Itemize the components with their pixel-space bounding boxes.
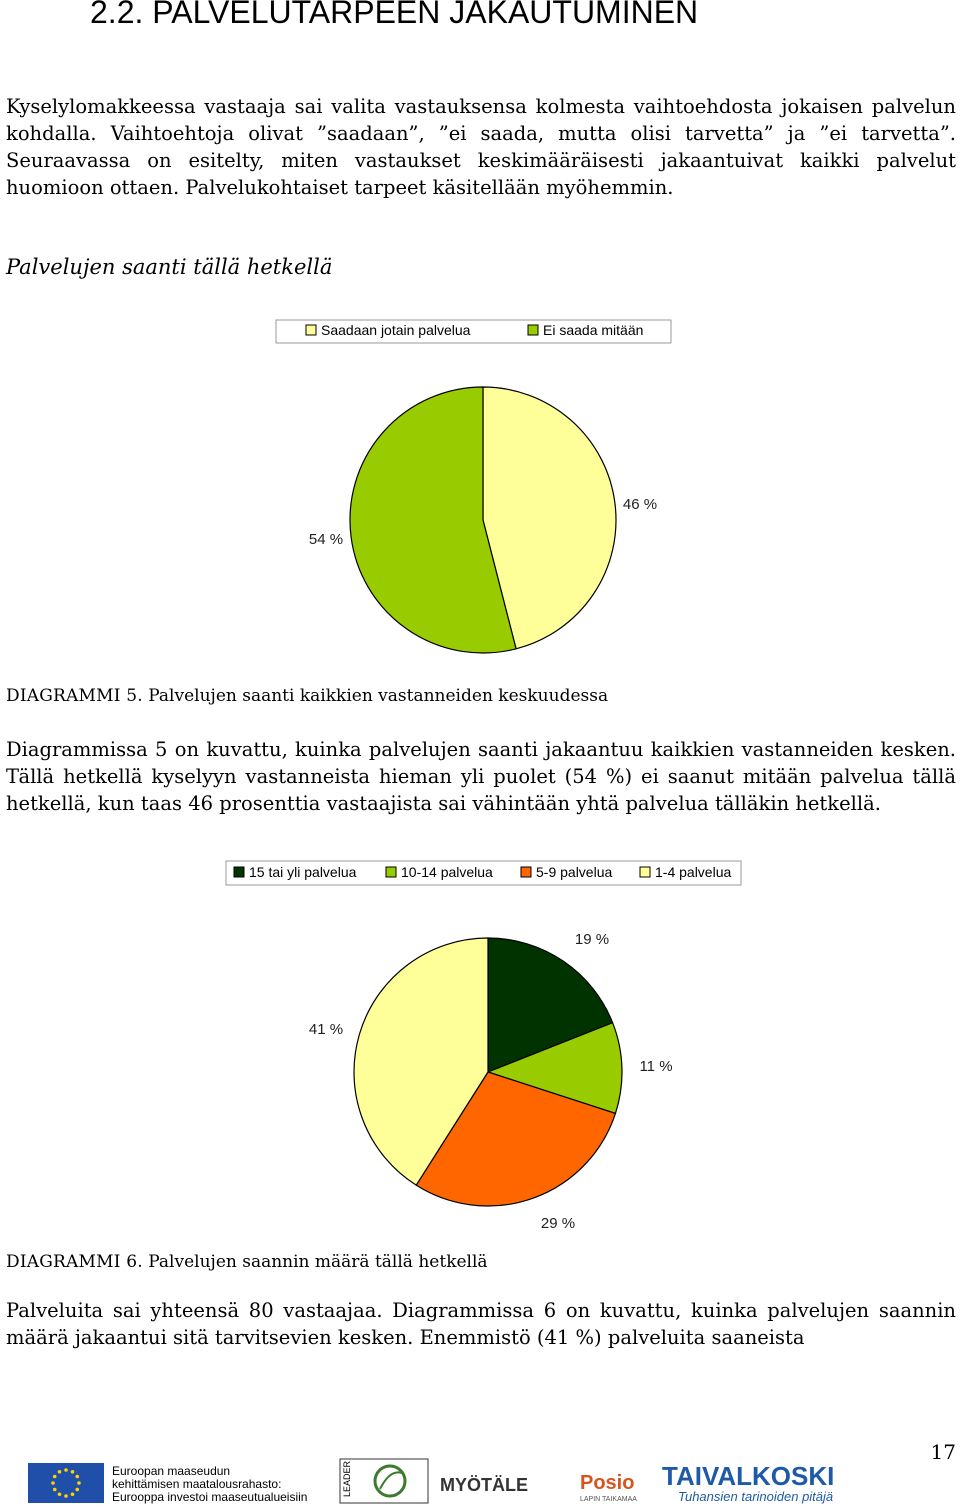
star-icon: [51, 1481, 55, 1485]
caption-diagram-6: [6, 1251, 488, 1273]
star-icon: [53, 1475, 57, 1479]
eu-text-2: kehittämisen maatalousrahasto:: [112, 1477, 282, 1491]
star-icon: [71, 1492, 75, 1496]
pie-chart-1: [0, 310, 960, 670]
leader-text: LEADER: [342, 1460, 352, 1497]
slice-value-label: 29 %: [540, 1215, 576, 1232]
taivalkoski-text: TAIVALKOSKI: [662, 1461, 835, 1491]
slice-value-label: 11 %: [639, 1058, 673, 1075]
star-icon: [64, 1468, 68, 1472]
slice-value-label: 41 %: [308, 1021, 344, 1038]
posio-text: Posio: [580, 1472, 635, 1494]
intro-paragraph: [6, 93, 956, 201]
star-icon: [77, 1481, 81, 1485]
star-icon: [75, 1488, 79, 1492]
legend-label: 5-9 palvelua: [536, 864, 613, 880]
caption-diagram-5: [6, 685, 608, 707]
posio-subtext: LAPIN TAIKAMAA: [580, 1496, 637, 1503]
leader-logo: [340, 1459, 428, 1503]
posio-logo: [574, 1461, 650, 1503]
star-icon: [64, 1494, 68, 1498]
section-title: 2.2. PALVELUTARPEEN JAKAUTUMINEN: [90, 0, 699, 30]
eu-text-1: Euroopan maaseudun: [112, 1464, 231, 1478]
intro-text: Kyselylomakkeessa vastaaja sai valita vastauksensa kolmesta vaihtoehdosta jokaisen palvelun kohdalla. Vaihtoehtoja olivat ”saadaan”, ”ei saada, mutta olisi tarvetta” ja ”ei tarvetta”. Seuraavassa on esitelty, miten vastaukset keskimääräisesti jakaantuivat kaikki palvelut huomioon ottaen. Palvelukohtaiset tarpeet käsitellään myöhemmin.: [6, 95, 956, 199]
paragraph-3: [6, 1297, 956, 1351]
legend-label: Ei saada mitään: [543, 322, 644, 338]
slice-value-label: 46 %: [622, 496, 658, 513]
legend-swatch: [306, 325, 316, 335]
chart-subheading: Palvelujen saanti tällä hetkellä: [6, 255, 333, 279]
star-icon: [53, 1488, 57, 1492]
caption-text: Palvelujen saanti kaikkien vastanneiden keskuudessa: [148, 686, 609, 706]
footer-logos: [28, 1455, 928, 1505]
paragraph-2: [6, 736, 956, 817]
legend-label: 15 tai yli palvelua: [249, 864, 357, 880]
legend-label: 10-14 palvelua: [401, 864, 493, 880]
legend-label: 1-4 palvelua: [655, 864, 732, 880]
eu-flag-icon: [28, 1463, 104, 1503]
pie-chart-2: [0, 850, 960, 1240]
paragraph-2-text: Diagrammissa 5 on kuvattu, kuinka palvelujen saanti jakaantuu kaikkien vastanneiden kesken. Tällä hetkellä kyselyyn vastanneista hieman yli puolet (54 %) ei saanut mitään palvelua tällä hetkellä, kun taas 46 prosenttia vastaajista sai vähintään yhtä palvelua tälläkin hetkellä.: [6, 738, 956, 815]
legend-swatch: [521, 867, 531, 877]
star-icon: [71, 1470, 75, 1474]
page-number: 17: [930, 1440, 956, 1464]
star-icon: [58, 1470, 62, 1474]
legend-swatch: [386, 867, 396, 877]
legend-swatch: [640, 867, 650, 877]
eu-text-3: Eurooppa investoi maaseutualueisiin: [112, 1490, 308, 1504]
paragraph-3-text: Palveluita sai yhteensä 80 vastaajaa. Diagrammissa 6 on kuvattu, kuinka palvelujen saannin määrä jakaantui sitä tarvitsevien kesken. Enemmistö (41 %) palveluita saaneista: [6, 1299, 956, 1349]
star-icon: [75, 1475, 79, 1479]
slice-value-label: 19 %: [574, 931, 610, 948]
taivalkoski-logo: [662, 1461, 834, 1504]
caption-label: DIAGRAMMI 6.: [6, 1252, 143, 1272]
taivalkoski-subtext: Tuhansien tarinoiden pitäjä: [678, 1489, 834, 1504]
myotale-logo: MYÖTÄLE: [440, 1475, 528, 1495]
caption-text: Palvelujen saannin määrä tällä hetkellä: [148, 1252, 488, 1272]
caption-label: DIAGRAMMI 5.: [6, 686, 143, 706]
slice-value-label: 54 %: [308, 531, 344, 548]
legend-label: Saadaan jotain palvelua: [321, 322, 471, 338]
star-icon: [58, 1492, 62, 1496]
legend-swatch: [528, 325, 538, 335]
legend-swatch: [234, 867, 244, 877]
